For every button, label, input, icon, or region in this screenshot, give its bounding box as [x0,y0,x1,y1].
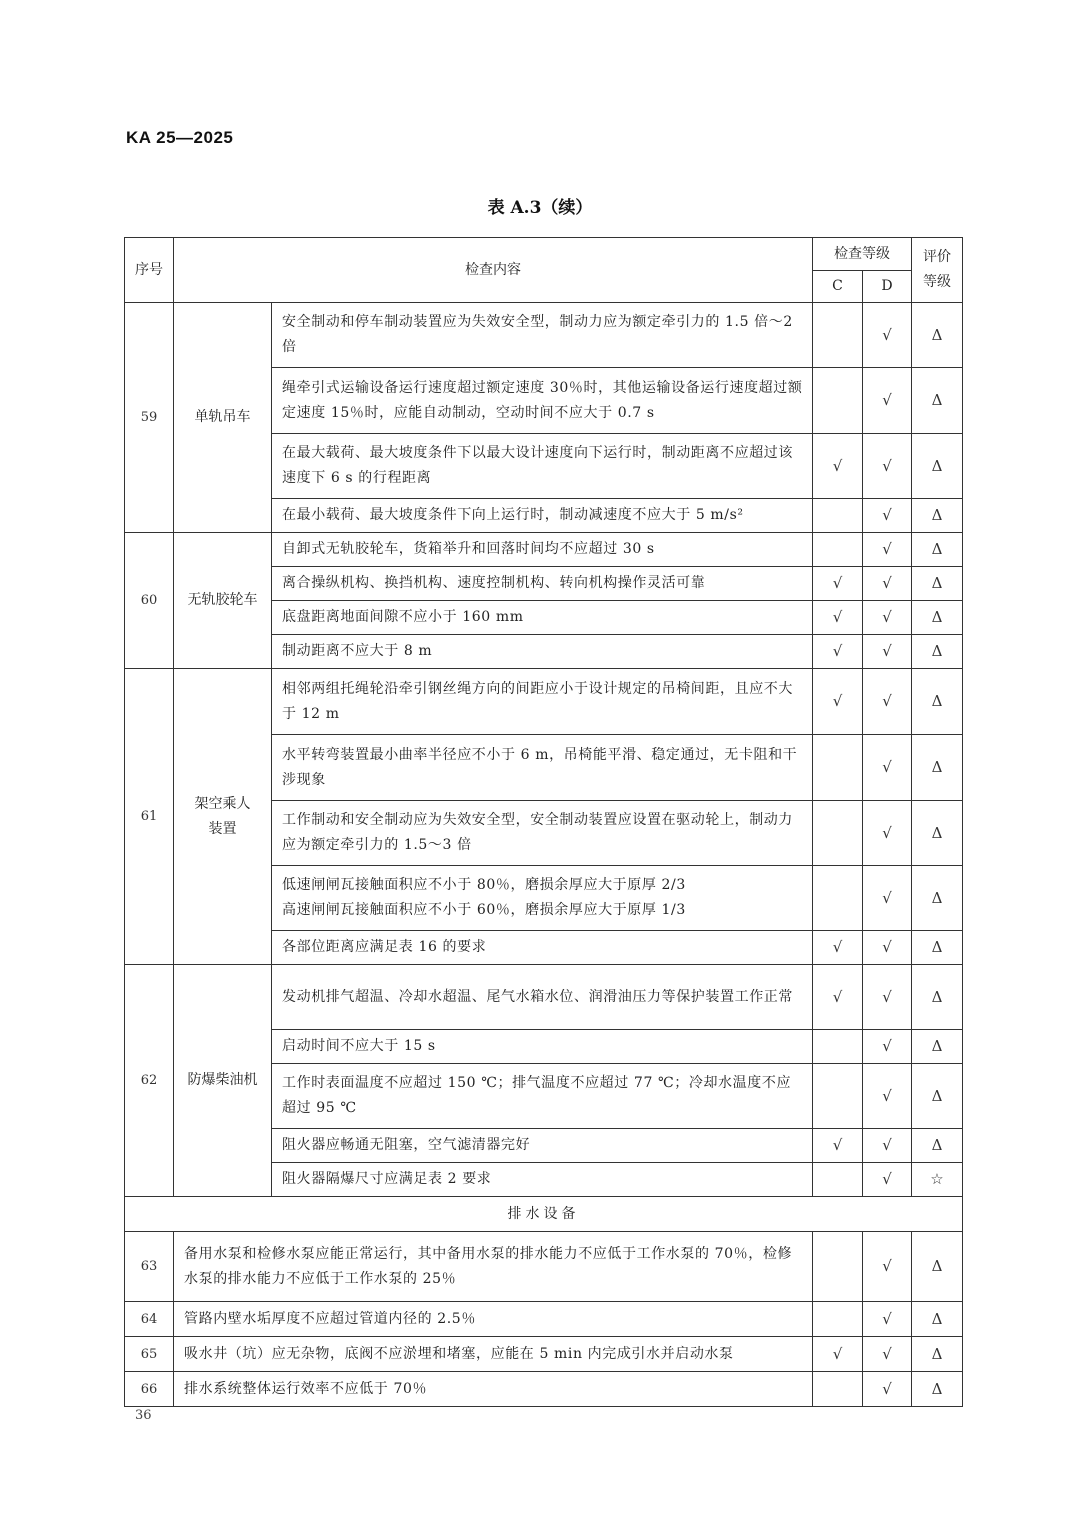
item-text: 绳牵引式运输设备运行速度超过额定速度 30％时，其他运输设备运行速度超过额定速度 15％时，应能自动制动，空动时间不应大于 0.7 s [272,368,813,434]
item-text: 吸水井（坑）应无杂物，底阀不应淤埋和堵塞，应能在 5 min 内完成引水并启动水泵 [174,1337,813,1372]
item-text: 发动机排气超温、冷却水超温、尾气水箱水位、润滑油压力等保护装置工作正常 [272,965,813,1030]
section-row [125,1197,963,1232]
check-c [813,735,863,801]
eval-level: Δ [912,1129,963,1163]
item-text: 在最大载荷、最大坡度条件下以最大设计速度向下运行时，制动距离不应超过该速度下 6 s 的行程距离 [272,434,813,499]
row-number: 64 [125,1302,174,1337]
check-d: √ [863,1030,912,1064]
row-number: 66 [125,1372,174,1407]
check-c: √ [813,567,863,601]
table-row [125,1302,963,1337]
eval-level: Δ [912,1337,963,1372]
check-d: √ [863,601,912,635]
check-d: √ [863,801,912,866]
row-number: 63 [125,1232,174,1302]
table-caption: 表 A.3（续） [487,198,593,218]
group-name-line1: 架空乘人 [194,795,251,812]
eval-level: Δ [912,533,963,567]
item-text: 启动时间不应大于 15 s [272,1030,813,1064]
item-text: 工作制动和安全制动应为失效安全型，安全制动装置应设置在驱动轮上，制动力应为额定牵引力的 1.5～3 倍 [272,801,813,866]
check-d: √ [863,931,912,965]
eval-level: Δ [912,303,963,368]
header-check-level: 检查等级 [813,238,912,271]
eval-level: Δ [912,499,963,533]
item-text: 自卸式无轨胶轮车，货箱举升和回落时间均不应超过 30 s [272,533,813,567]
check-d: √ [863,303,912,368]
table-row [125,1232,963,1302]
item-text: 制动距离不应大于 8 m [272,635,813,669]
table-row [125,669,963,735]
eval-level: Δ [912,635,963,669]
item-text: 工作时表面温度不应超过 150 ℃；排气温度不应超过 77 ℃；冷却水温度不应超过 95 ℃ [272,1064,813,1129]
check-d: √ [863,1232,912,1302]
item-text: 阻火器隔爆尺寸应满足表 2 要求 [272,1163,813,1197]
item-line1: 低速闸闸瓦接触面积应不小于 80％，磨损余厚应大于原厚 2/3 [282,877,686,893]
eval-level: ☆ [912,1163,963,1197]
check-c [813,1232,863,1302]
check-d: √ [863,1337,912,1372]
item-text: 水平转弯装置最小曲率半径应不小于 6 m，吊椅能平滑、稳定通过，无卡阻和干涉现象 [272,735,813,801]
item-text: 离合操纵机构、换挡机构、速度控制机构、转向机构操作灵活可靠 [272,567,813,601]
check-c [813,801,863,866]
group-name: 单轨吊车 [174,303,272,533]
eval-level: Δ [912,1232,963,1302]
eval-level: Δ [912,601,963,635]
check-c [813,1163,863,1197]
check-d: √ [863,533,912,567]
check-d: √ [863,1163,912,1197]
check-c: √ [813,669,863,735]
check-d: √ [863,669,912,735]
inspection-table [124,237,963,1407]
check-c: √ [813,434,863,499]
check-d: √ [863,735,912,801]
check-c: √ [813,1129,863,1163]
eval-level: Δ [912,1064,963,1129]
row-number: 65 [125,1337,174,1372]
check-c: √ [813,635,863,669]
page-number: 36 [135,1408,152,1423]
check-c [813,533,863,567]
check-c: √ [813,965,863,1030]
table-row [125,965,963,1030]
header-d: D [863,271,912,303]
check-c: √ [813,1337,863,1372]
check-d: √ [863,635,912,669]
eval-level: Δ [912,669,963,735]
group-name-line2: 装置 [208,820,237,837]
group-name: 防爆柴油机 [174,965,272,1197]
check-c [813,499,863,533]
item-text [272,866,813,931]
check-c: √ [813,931,863,965]
eval-level: Δ [912,1030,963,1064]
item-text: 各部位距离应满足表 16 的要求 [272,931,813,965]
check-d: √ [863,1372,912,1407]
header-eval-line2: 等级 [923,274,951,290]
group-number: 62 [125,965,174,1197]
item-text: 相邻两组托绳轮沿牵引钢丝绳方向的间距应小于设计规定的吊椅间距，且应不大于 12 m [272,669,813,735]
check-c [813,866,863,931]
check-c [813,1064,863,1129]
group-number: 59 [125,303,174,533]
check-d: √ [863,965,912,1030]
check-d: √ [863,1064,912,1129]
eval-level: Δ [912,434,963,499]
table-row [125,1372,963,1407]
table-row [125,1337,963,1372]
item-text: 安全制动和停车制动装置应为失效安全型，制动力应为额定牵引力的 1.5 倍～2 倍 [272,303,813,368]
check-c [813,1302,863,1337]
eval-level: Δ [912,368,963,434]
eval-level: Δ [912,567,963,601]
check-c [813,303,863,368]
eval-level: Δ [912,931,963,965]
check-c [813,1030,863,1064]
header-content: 检查内容 [174,238,813,303]
eval-level: Δ [912,866,963,931]
check-d: √ [863,866,912,931]
eval-level: Δ [912,801,963,866]
check-d: √ [863,567,912,601]
item-text: 管路内壁水垢厚度不应超过管道内径的 2.5％ [174,1302,813,1337]
eval-level: Δ [912,1302,963,1337]
check-c: √ [813,601,863,635]
check-d: √ [863,1302,912,1337]
check-d: √ [863,1129,912,1163]
header-c: C [813,271,863,303]
check-d: √ [863,368,912,434]
group-name [174,669,272,965]
item-text: 底盘距离地面间隙不应小于 160 mm [272,601,813,635]
header-seq: 序号 [125,238,174,303]
group-number: 60 [125,533,174,669]
eval-level: Δ [912,1372,963,1407]
item-text: 备用水泵和检修水泵应能正常运行，其中备用水泵的排水能力不应低于工作水泵的 70％，检修水泵的排水能力不应低于工作水泵的 25％ [174,1232,813,1302]
table-row [125,303,963,368]
item-line2: 高速闸闸瓦接触面积应不小于 60％，磨损余厚应大于原厚 1/3 [282,902,686,918]
check-c [813,1372,863,1407]
check-c [813,368,863,434]
table-row [125,533,963,567]
section-title-drainage: 排水设备 [125,1197,963,1232]
document-code: KA 25—2025 [126,128,234,147]
eval-level: Δ [912,735,963,801]
check-d: √ [863,434,912,499]
group-number: 61 [125,669,174,965]
group-name: 无轨胶轮车 [174,533,272,669]
item-text: 阻火器应畅通无阻塞，空气滤清器完好 [272,1129,813,1163]
header-eval-level [912,238,963,303]
item-text: 在最小载荷、最大坡度条件下向上运行时，制动减速度不应大于 5 m/s² [272,499,813,533]
check-d: √ [863,499,912,533]
eval-level: Δ [912,965,963,1030]
header-eval-line1: 评价 [923,249,951,265]
item-text: 排水系统整体运行效率不应低于 70％ [174,1372,813,1407]
